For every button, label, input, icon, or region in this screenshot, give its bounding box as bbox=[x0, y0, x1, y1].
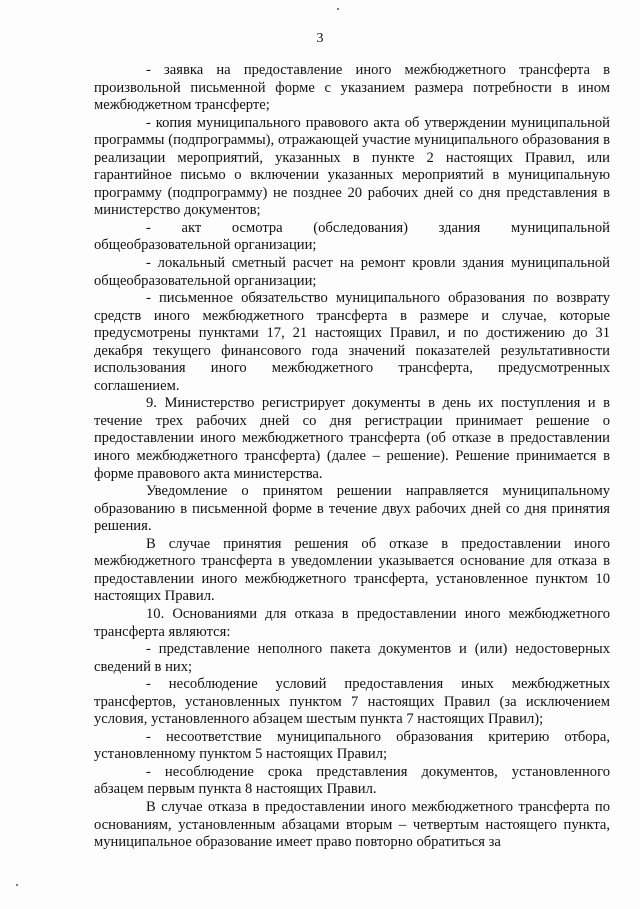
list-item-obligation: - письменное обязательство муниципального образования по возврату средств иного межбюджетного трансферта в размере и случае, которые предусмотрены пунктами 17, 21 настоящих Правил, и по достижению до 31 декабря текущего финансового года значений показателей результативности использования иного межбюджетного трансферта, предусмотренных соглашением. bbox=[94, 290, 610, 394]
list-item-application: - заявка на предоставление иного межбюджетного трансферта в произвольной письменной форме с указанием размера потребности в ином межбюджетном трансферте; bbox=[94, 62, 610, 114]
ground-conditions: - несоблюдение условий предоставления иных межбюджетных трансфертов, установленных пунктом 7 настоящих Правил (за исключением условия, установленного абзацем шестым пункта 7 настоящих Правил); bbox=[94, 676, 610, 728]
ground-criterion: - несоответствие муниципального образования критерию отбора, установленному пунктом 5 настоящих Правил; bbox=[94, 728, 610, 763]
list-item-estimate: - локальный сметный расчет на ремонт кровли здания муниципальной общеобразовательной организации; bbox=[94, 255, 610, 289]
ground-incomplete-docs: - представление неполного пакета документов и (или) недостоверных сведений в них; bbox=[94, 641, 610, 675]
page-number: 3 bbox=[316, 31, 324, 46]
repeat-application-paragraph: В случае отказа в предоставлении иного межбюджетного трансферта по основаниям, установленным абзацами вторым – четвертым настоящего пункта, муниципальное образование имеет право повторно обратиться за bbox=[94, 798, 610, 851]
notice-paragraph: Уведомление о принятом решении направляется муниципальному образованию в письменной форме в течение двух рабочих дней со дня принятия решения. bbox=[94, 483, 610, 535]
refusal-notice-paragraph: В случае принятия решения об отказе в предоставлении иного межбюджетного трансферта в уведомлении указывается основание для отказа в предоставлении иного межбюджетного трансферта, установленное пунктом 10 настоящих Правил. bbox=[94, 535, 610, 605]
scan-speck bbox=[337, 8, 339, 10]
clause-9: 9. Министерство регистрирует документы в день их поступления и в течение трех рабочих дней со дня регистрации принимает решение о предоставлении иного межбюджетного трансферта (об отказе в предоставлении иного межбюджетного трансферта) (далее – решение). Решение принимается в форме правового акта министерства. bbox=[94, 395, 610, 482]
list-item-program-copy: - копия муниципального правового акта об утверждении муниципальной программы (подпрограммы), отражающей участие муниципального образования в реализации мероприятий, указанных в пункте 2 настоящих Правил, или гарантийное письмо о включении указанных мероприятий в муниципальную программу (подпрограмму) не позднее 20 рабочих дней со дня представления в министерство документов; bbox=[94, 114, 610, 219]
ground-deadline: - несоблюдение срока представления документов, установленного абзацем первым пункта 8 настоящих Правил. bbox=[94, 763, 610, 798]
document-body bbox=[94, 62, 610, 852]
scan-speck bbox=[16, 884, 18, 886]
clause-10: 10. Основаниями для отказа в предоставлении иного межбюджетного трансферта являются: bbox=[94, 605, 610, 640]
list-item-inspection-act: - акт осмотра (обследования) здания муниципальной общеобразовательной организации; bbox=[94, 219, 610, 254]
